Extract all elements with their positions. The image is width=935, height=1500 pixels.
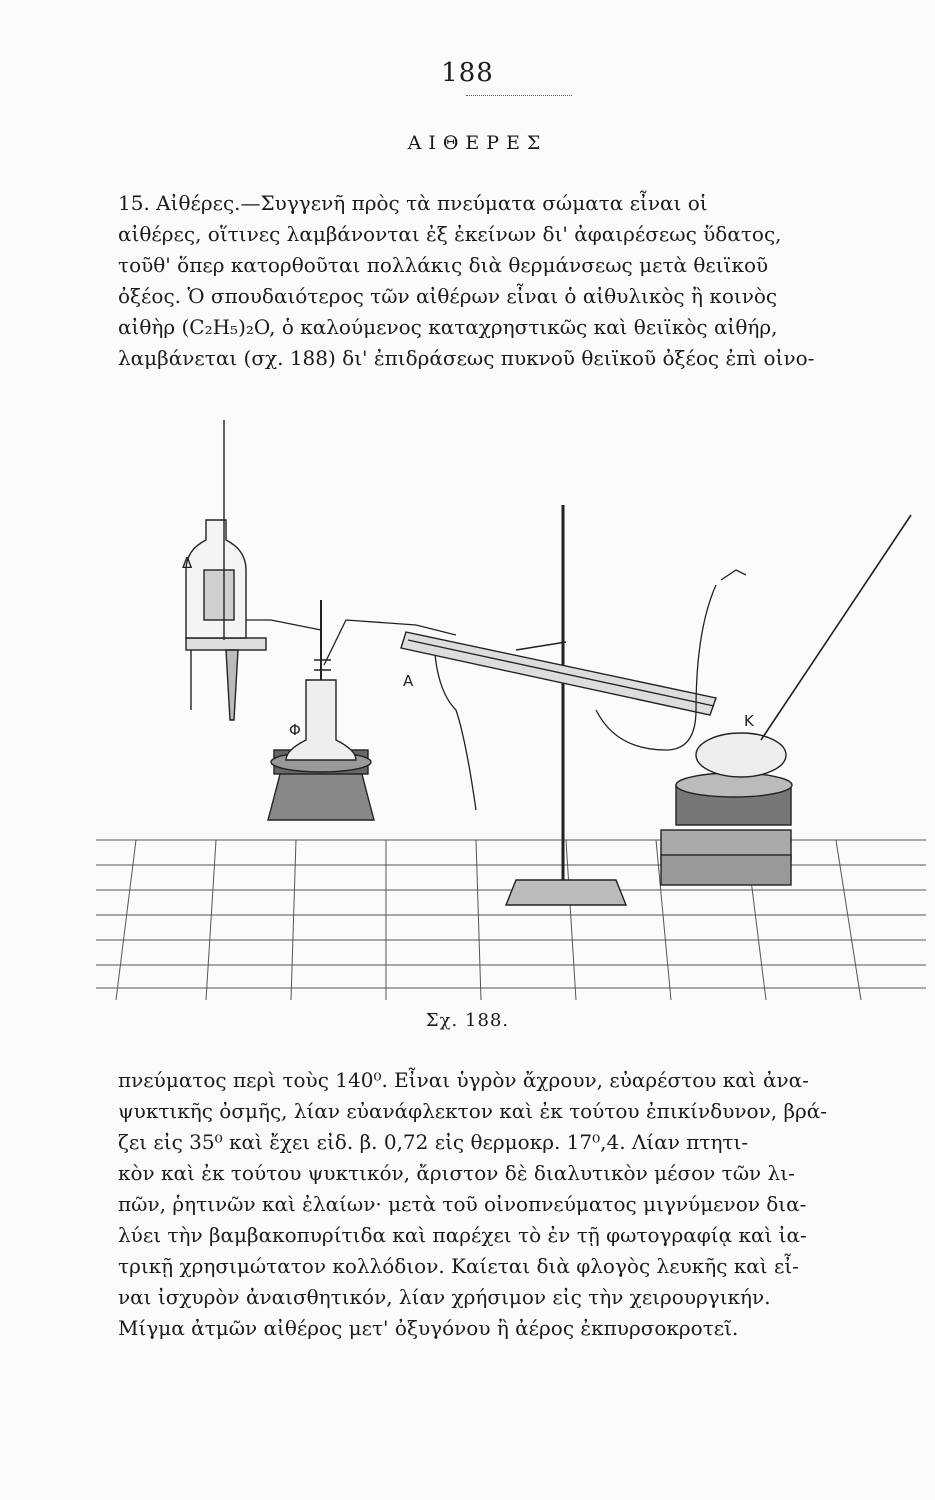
liebig-condenser [401, 632, 716, 715]
label-kappa: Κ [744, 712, 754, 730]
text-line: ζει εἰς 35⁰ καὶ ἔχει εἰδ. β. 0,72 εἰς θερμοκρ. 17⁰,4. Λίαν πτητι- [118, 1130, 749, 1154]
text-line: ὀξέος. Ὁ σπουδαιότερος τῶν αἰθέρων εἶναι ὁ αἰθυλικὸς ἢ κοινὸς [118, 284, 778, 308]
dropping-bottle [186, 420, 266, 720]
text-line: ψυκτικῆς ὀσμῆς, λίαν εὐανάφλεκτον καὶ ἐκ τούτου ἐπικίνδυνον, βρά- [118, 1099, 828, 1123]
running-head: ΑΙΘΕΡΕΣ [407, 132, 548, 154]
text-line: ναι ἰσχυρὸν ἀναισθητικόν, λίαν χρήσιμον εἰς τὴν χειρουργικήν. [118, 1285, 771, 1309]
label-phi: Φ [289, 721, 301, 739]
text-line: αἰθέρες, οἵτινες λαμβάνονται ἐξ ἐκείνων δι' ἀφαιρέσεως ὕδατος, [118, 222, 782, 246]
text-line: τρικῇ χρησιμώτατον κολλόδιον. Καίεται διὰ φλογὸς λευκῆς καὶ εἶ- [118, 1254, 799, 1278]
text-line: κὸν καὶ ἐκ τούτου ψυκτικόν, ἄριστον δὲ διαλυτικὸν μέσον τῶν λι- [118, 1161, 795, 1185]
intro-paragraph [118, 188, 906, 374]
label-delta: Δ [182, 554, 193, 572]
body-paragraph [118, 1065, 906, 1344]
text-line: πῶν, ῥητινῶν καὶ ἐλαίων· μετὰ τοῦ οἰνοπνεύματος μιγνύμενον δια- [118, 1192, 807, 1216]
page-number-rule [466, 95, 572, 96]
text-line: αἰθὴρ (C₂H₅)₂O, ὁ καλούμενος καταχρηστικῶς καὶ θειϊκὸς αἰθήρ, [118, 315, 778, 339]
page-number: 188 [441, 58, 494, 88]
text-line: 15. Αἰθέρες.—Συγγενῆ πρὸς τὰ πνεύματα σώματα εἶναι οἱ [118, 191, 708, 215]
text-line: λαμβάνεται (σχ. 188) δι' ἐπιδράσεως πυκνοῦ θειϊκοῦ ὀξέος ἐπὶ οἰνο- [118, 346, 815, 370]
text-line: Μίγμα ἀτμῶν αἰθέρος μετ' ὀξυγόνου ἢ ἀέρος ἐκπυρσοκροτεῖ. [118, 1316, 739, 1340]
water-tap-and-hose [596, 570, 746, 750]
figure-caption: Σχ. 188. [425, 1010, 510, 1031]
label-alpha: Α [403, 672, 414, 690]
apparatus-illustration [96, 410, 926, 1010]
text-line: τοῦθ' ὅπερ κατορθοῦται πολλάκις διὰ θερμάνσεως μετὰ θειϊκοῦ [118, 253, 769, 277]
reaction-flask-on-heater [268, 600, 374, 820]
floor-tiles [96, 840, 926, 1000]
text-line: λύει τὴν βαμβακοπυρίτιδα καὶ παρέχει τὸ ἐν τῇ φωτογραφίᾳ καὶ ἰα- [118, 1223, 807, 1247]
text-line: πνεύματος περὶ τοὺς 140⁰. Εἶναι ὑγρὸν ἄχρουν, εὐαρέστου καὶ ἀνα- [118, 1068, 809, 1092]
ether-apparatus-figure [96, 410, 926, 1010]
